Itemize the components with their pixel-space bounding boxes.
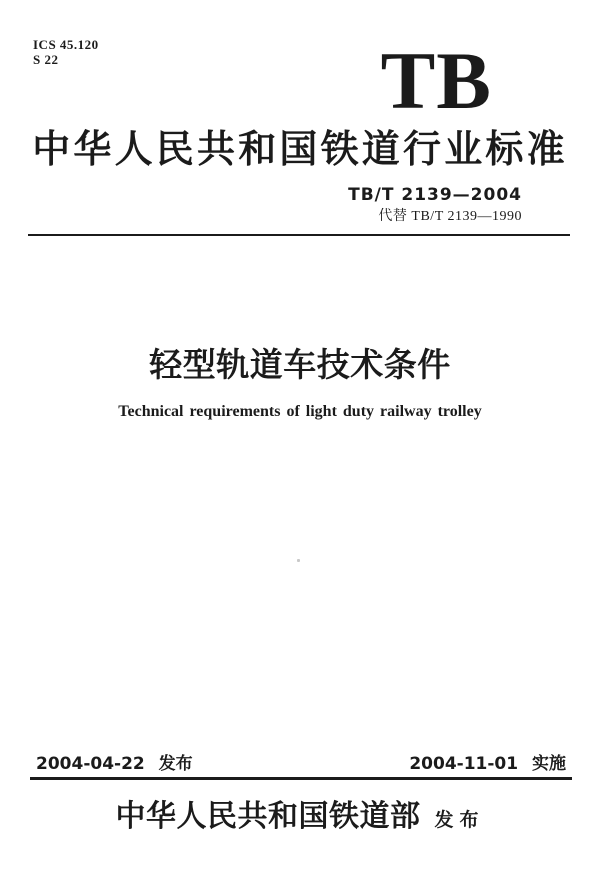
ics-block	[33, 37, 99, 67]
document-title-en: Technical requirements of light duty railway trolley	[118, 403, 482, 420]
standard-category-title: 中华人民共和国铁道行业标准	[32, 129, 568, 171]
standard-number: TB/T 2139—2004	[348, 185, 522, 205]
implement-date-group	[409, 752, 566, 776]
publish-label: 发布	[434, 809, 485, 831]
supersedes-note: 代替 TB/T 2139—1990	[378, 209, 522, 224]
footer-rule	[30, 777, 572, 780]
implement-date-value: 2004-11-01	[409, 754, 519, 774]
document-title-cn: 轻型轨道车技术条件	[149, 345, 451, 384]
dates-row	[36, 752, 566, 776]
issuing-authority: 中华人民共和国铁道部	[115, 800, 421, 833]
issue-date-group	[36, 752, 193, 776]
implement-date-label: 实施	[532, 754, 566, 774]
authority-row	[0, 791, 600, 835]
classification-code: S 22	[33, 52, 59, 67]
tb-logo: TB	[380, 35, 492, 126]
issue-date-label: 发布	[158, 754, 193, 774]
issue-date-value: 2004-04-22	[36, 754, 145, 774]
scan-speck	[297, 559, 300, 562]
ics-code: ICS 45.120	[33, 37, 99, 52]
header-rule	[28, 234, 570, 236]
standard-number-block	[348, 185, 522, 225]
